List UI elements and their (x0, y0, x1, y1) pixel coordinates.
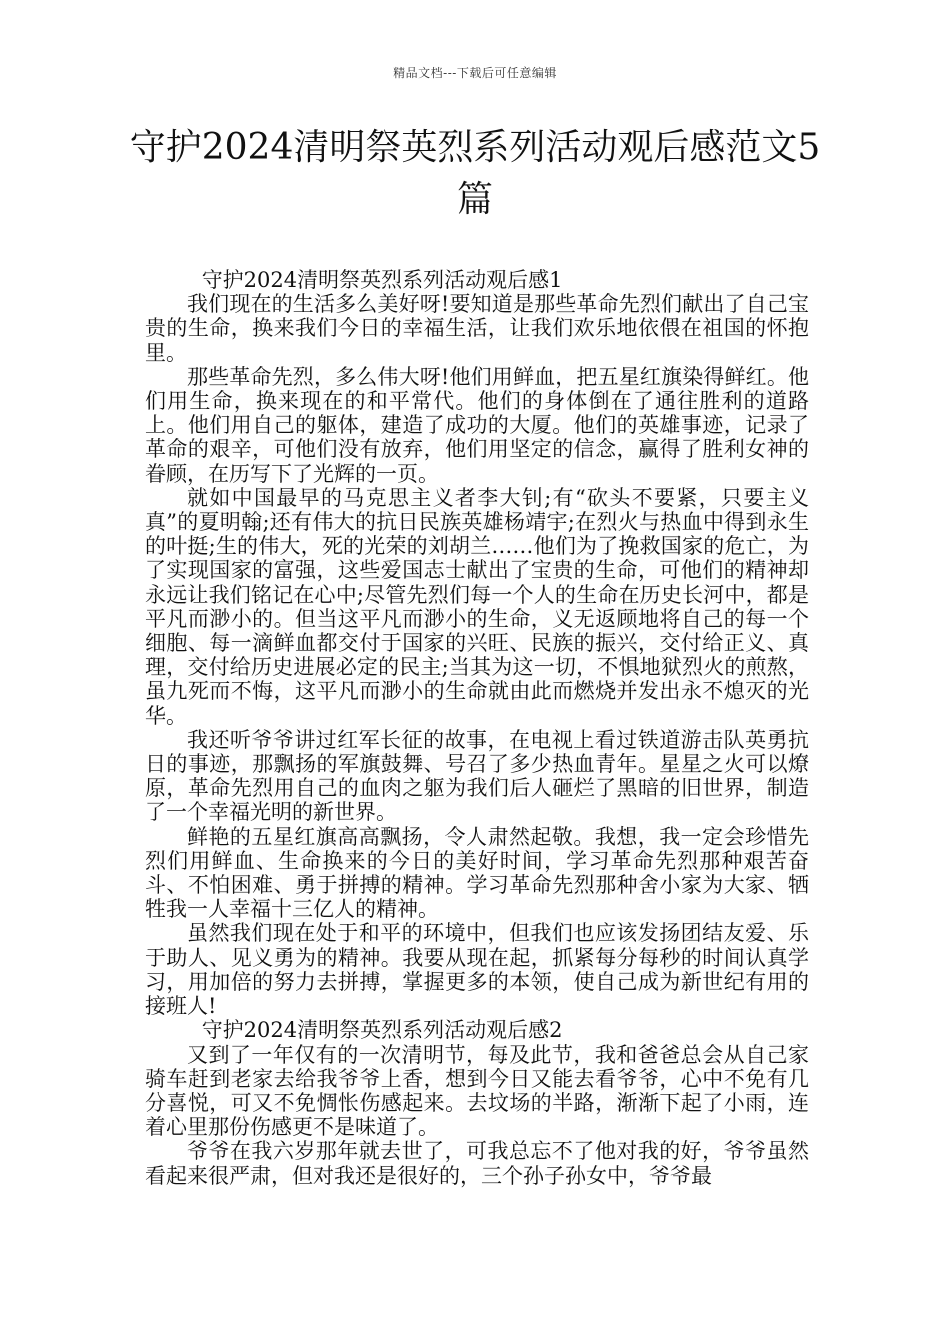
paragraph: 就如中国最早的马克思主义者李大钊;有“砍头不要紧，只要主义真”的夏明翰;还有伟大的抗日民族英雄杨靖宇;在烈火与热血中得到永生的叶挺;生的伟大，死的光荣的刘胡兰……他们为了挽救国家的危亡，为了实现国家的富强，这些爱国志士献出了宝贵的生命，可他们的精神却永远让我们铭记在心中;尽管先烈们每一个人的生命在历史长河中，都是平凡而渺小的。但当这平凡而渺小的生命，义无返顾地将自己的每一个细胞、每一滴鲜血都交付于国家的兴旺、民族的振兴，交付给正义、真理，交付给历史进展必定的民主;当其为这一切，不惧地狱烈火的煎熬，虽九死而不悔，这平凡而渺小的生命就由此而燃烧并发出永不熄灭的光华。 (145, 485, 809, 728)
paragraph: 我们现在的生活多么美好呀!要知道是那些革命先烈们献出了自己宝贵的生命，换来我们今日的幸福生活，让我们欢乐地依偎在祖国的怀抱里。 (145, 292, 809, 365)
paragraph: 爷爷在我六岁那年就去世了，可我总忘不了他对我的好，爷爷虽然看起来很严肃，但对我还是很好的，三个孙子孙女中，爷爷最 (145, 1139, 809, 1188)
paragraph: 又到了一年仅有的一次清明节，每及此节，我和爸爸总会从自己家骑车赶到老家去给我爷爷上香，想到今日又能去看爷爷，心中不免有几分喜悦，可又不免惆怅伤感起来。去坟场的半路，渐渐下起了小雨，连着心里那份伤感更不是味道了。 (145, 1042, 809, 1140)
paragraph: 鲜艳的五星红旗高高飘扬，令人肃然起敬。我想，我一定会珍惜先烈们用鲜血、生命换来的今日的美好时间，学习革命先烈那种艰苦奋斗、不怕困难、勇于拼搏的精神。学习革命先烈那种舍小家为大家、牺牲我一人幸福十三亿人的精神。 (145, 824, 809, 922)
section-heading: 守护2024清明祭英烈系列活动观后感1 (201, 268, 563, 292)
paragraph: 那些革命先烈，多么伟大呀!他们用鲜血，把五星红旗染得鲜红。他们用生命，换来现在的和平常代。他们的身体倒在了通往胜利的道路上。他们用自己的躯体，建造了成功的大厦。他们的英雄事迹，记录了革命的艰辛，可他们没有放弃，他们用坚定的信念，赢得了胜利女神的眷顾，在历写下了光辉的一页。 (145, 364, 809, 486)
document-title: 守护2024清明祭英烈系列活动观后感范文5篇 (129, 127, 821, 220)
paragraph: 我还听爷爷讲过红军长征的故事，在电视上看过铁道游击队英勇抗日的事迹，那飘扬的军旗鼓舞、号召了多少热血青年。星星之火可以燎原，革命先烈用自己的血肉之躯为我们后人砸烂了黑暗的旧世界，制造了一个幸福光明的新世界。 (145, 727, 809, 825)
section-heading: 守护2024清明祭英烈系列活动观后感2 (201, 1018, 563, 1043)
document-body (145, 268, 809, 1188)
paragraph: 虽然我们现在处于和平的环境中，但我们也应该发扬团结友爱、乐于助人、见义勇为的精神。我要从现在起，抓紧每分每秒的时间认真学习，用加倍的努力去拼搏，掌握更多的本领，使自己成为新世纪有用的接班人! (145, 921, 809, 1019)
header-note: 精品文档---下载后可任意编辑 (393, 66, 557, 80)
